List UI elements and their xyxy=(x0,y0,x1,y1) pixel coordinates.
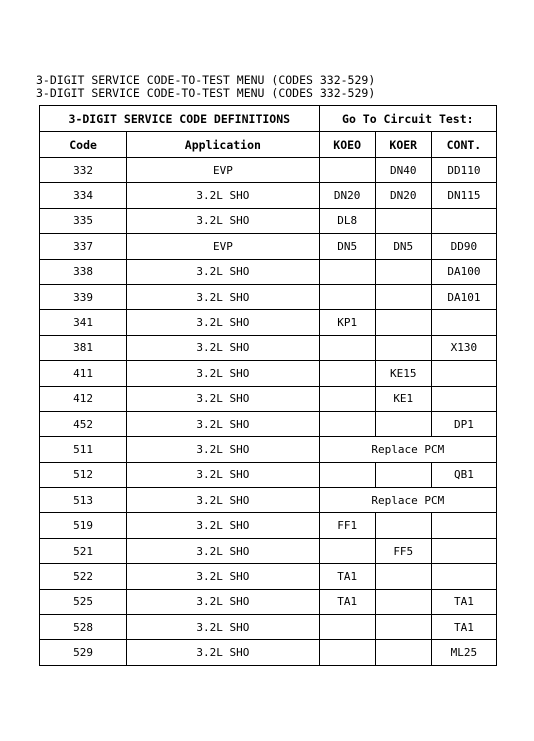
koeo-cell: DN5 xyxy=(319,234,375,259)
code-cell: 335 xyxy=(40,208,127,233)
koeo-cell xyxy=(319,538,375,563)
koer-cell xyxy=(375,589,431,614)
code-cell: 525 xyxy=(40,589,127,614)
application-cell: 3.2L SHO xyxy=(127,361,319,386)
code-cell: 513 xyxy=(40,488,127,513)
application-cell: 3.2L SHO xyxy=(127,488,319,513)
application-cell: 3.2L SHO xyxy=(127,462,319,487)
application-cell: EVP xyxy=(127,158,319,183)
application-cell: 3.2L SHO xyxy=(127,183,319,208)
code-cell: 522 xyxy=(40,564,127,589)
koeo-cell xyxy=(319,386,375,411)
koer-cell: DN40 xyxy=(375,158,431,183)
table-row xyxy=(40,361,497,386)
page-title-repeat: 3-DIGIT SERVICE CODE-TO-TEST MENU (CODES 332-529) xyxy=(36,86,376,100)
application-cell: 3.2L SHO xyxy=(127,259,319,284)
koer-cell xyxy=(375,615,431,640)
code-cell: 341 xyxy=(40,310,127,335)
koeo-cell: KP1 xyxy=(319,310,375,335)
table-body xyxy=(40,158,497,666)
application-cell: 3.2L SHO xyxy=(127,437,319,462)
table-row xyxy=(40,259,497,284)
cont-cell xyxy=(431,208,496,233)
code-cell: 511 xyxy=(40,437,127,462)
table-row xyxy=(40,284,497,309)
table-row xyxy=(40,640,497,665)
code-cell: 337 xyxy=(40,234,127,259)
koeo-cell: TA1 xyxy=(319,589,375,614)
koer-cell xyxy=(375,208,431,233)
cont-cell: DP1 xyxy=(431,411,496,436)
code-cell: 381 xyxy=(40,335,127,360)
application-column-header: Application xyxy=(127,132,319,158)
page-title: 3-DIGIT SERVICE CODE-TO-TEST MENU (CODES 332-529) xyxy=(36,73,376,87)
cont-cell: DD110 xyxy=(431,158,496,183)
application-cell: 3.2L SHO xyxy=(127,589,319,614)
koeo-cell: TA1 xyxy=(319,564,375,589)
code-cell: 521 xyxy=(40,538,127,563)
koer-cell xyxy=(375,335,431,360)
code-cell: 411 xyxy=(40,361,127,386)
table-row xyxy=(40,589,497,614)
koer-cell: KE15 xyxy=(375,361,431,386)
koer-column-header: KOER xyxy=(375,132,431,158)
code-cell: 512 xyxy=(40,462,127,487)
table-row xyxy=(40,158,497,183)
cont-cell: TA1 xyxy=(431,615,496,640)
code-cell: 339 xyxy=(40,284,127,309)
cont-cell: DA100 xyxy=(431,259,496,284)
code-cell: 332 xyxy=(40,158,127,183)
koeo-cell xyxy=(319,615,375,640)
koer-cell xyxy=(375,462,431,487)
koer-cell xyxy=(375,564,431,589)
replace-pcm-cell: Replace PCM xyxy=(319,437,496,462)
koeo-cell xyxy=(319,411,375,436)
cont-cell xyxy=(431,310,496,335)
koeo-column-header: KOEO xyxy=(319,132,375,158)
cont-cell: X130 xyxy=(431,335,496,360)
application-cell: 3.2L SHO xyxy=(127,615,319,640)
cont-cell: ML25 xyxy=(431,640,496,665)
table-row xyxy=(40,208,497,233)
koeo-cell xyxy=(319,640,375,665)
application-cell: 3.2L SHO xyxy=(127,310,319,335)
cont-cell xyxy=(431,513,496,538)
koeo-cell xyxy=(319,335,375,360)
table-row xyxy=(40,488,497,513)
koeo-cell: FF1 xyxy=(319,513,375,538)
koeo-cell xyxy=(319,158,375,183)
application-cell: 3.2L SHO xyxy=(127,640,319,665)
koer-cell xyxy=(375,640,431,665)
cont-cell xyxy=(431,361,496,386)
koer-cell xyxy=(375,513,431,538)
application-cell: 3.2L SHO xyxy=(127,513,319,538)
goto-header: Go To Circuit Test: xyxy=(319,106,496,132)
table-row xyxy=(40,411,497,436)
koeo-cell xyxy=(319,284,375,309)
table-row xyxy=(40,513,497,538)
code-cell: 452 xyxy=(40,411,127,436)
koer-cell: DN5 xyxy=(375,234,431,259)
koeo-cell: DN20 xyxy=(319,183,375,208)
replace-pcm-cell: Replace PCM xyxy=(319,488,496,513)
application-cell: 3.2L SHO xyxy=(127,284,319,309)
application-cell: 3.2L SHO xyxy=(127,411,319,436)
code-cell: 334 xyxy=(40,183,127,208)
table-row xyxy=(40,234,497,259)
table-row xyxy=(40,462,497,487)
koeo-cell: DL8 xyxy=(319,208,375,233)
koer-cell xyxy=(375,411,431,436)
table-row xyxy=(40,538,497,563)
table-row xyxy=(40,310,497,335)
code-cell: 412 xyxy=(40,386,127,411)
cont-cell xyxy=(431,538,496,563)
application-cell: 3.2L SHO xyxy=(127,538,319,563)
definitions-header: 3-DIGIT SERVICE CODE DEFINITIONS xyxy=(40,106,320,132)
code-cell: 529 xyxy=(40,640,127,665)
code-cell: 528 xyxy=(40,615,127,640)
koer-cell: KE1 xyxy=(375,386,431,411)
code-column-header: Code xyxy=(40,132,127,158)
koer-cell xyxy=(375,284,431,309)
koer-cell xyxy=(375,310,431,335)
application-cell: 3.2L SHO xyxy=(127,335,319,360)
cont-cell: DD90 xyxy=(431,234,496,259)
koeo-cell xyxy=(319,259,375,284)
application-cell: 3.2L SHO xyxy=(127,208,319,233)
table-row xyxy=(40,564,497,589)
table-row xyxy=(40,437,497,462)
code-cell: 338 xyxy=(40,259,127,284)
table-row xyxy=(40,386,497,411)
cont-cell: DA101 xyxy=(431,284,496,309)
application-cell: 3.2L SHO xyxy=(127,386,319,411)
table-row xyxy=(40,335,497,360)
cont-cell: QB1 xyxy=(431,462,496,487)
cont-cell xyxy=(431,386,496,411)
koer-cell: DN20 xyxy=(375,183,431,208)
table-row xyxy=(40,183,497,208)
koeo-cell xyxy=(319,361,375,386)
table-row xyxy=(40,615,497,640)
koer-cell xyxy=(375,259,431,284)
code-cell: 519 xyxy=(40,513,127,538)
application-cell: EVP xyxy=(127,234,319,259)
application-cell: 3.2L SHO xyxy=(127,564,319,589)
cont-cell xyxy=(431,564,496,589)
koeo-cell xyxy=(319,462,375,487)
cont-cell: TA1 xyxy=(431,589,496,614)
cont-column-header: CONT. xyxy=(431,132,496,158)
service-code-table xyxy=(39,105,497,666)
koer-cell: FF5 xyxy=(375,538,431,563)
cont-cell: DN115 xyxy=(431,183,496,208)
